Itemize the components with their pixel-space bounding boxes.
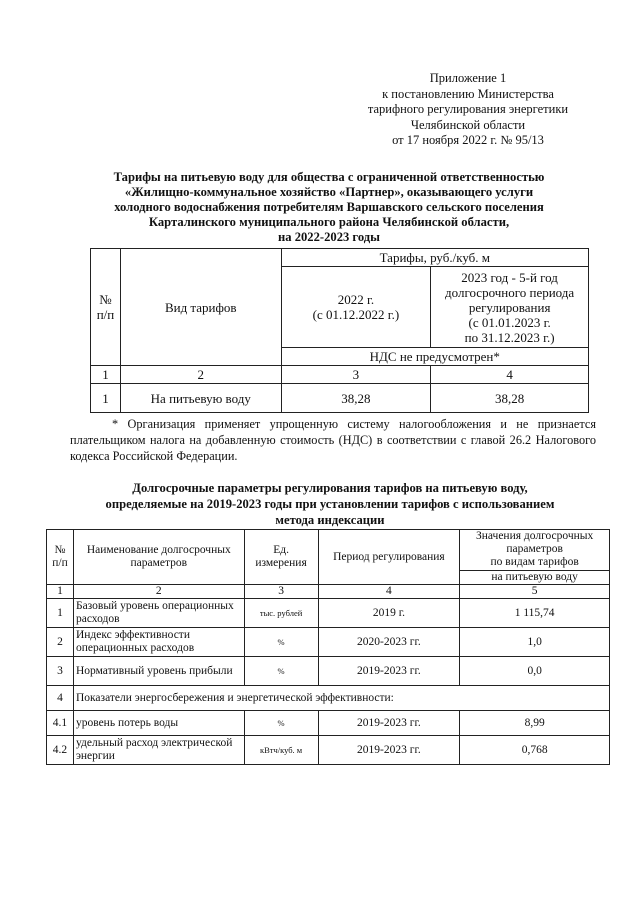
header-2022-period: (с 01.12.2022 г.): [312, 307, 400, 322]
footnote-text: * Организация применяет упрощенную систему налогообложения и не признается плательщиком налога на добавленную стоимость (НДС) в соответствии с главой 26.2 Налогового кодекса Российской Федерации.: [70, 417, 596, 463]
row-period: 2020-2023 гг.: [318, 628, 460, 657]
header-param-name: Наименование долгосрочных параметров: [73, 530, 244, 585]
header-2023: [431, 267, 589, 348]
header-values-line: параметров: [506, 543, 563, 556]
row-unit: %: [244, 711, 318, 736]
row-num: 2: [47, 628, 74, 657]
row-param-name: Базовый уровень операционных расходов: [73, 599, 244, 628]
vat-note: НДС не предусмотрен*: [281, 348, 588, 366]
header-values-line: по видам тарифов: [490, 556, 579, 569]
section-title: Показатели энергосбережения и энергетической эффективности:: [73, 686, 609, 711]
header-num: № п/п: [47, 530, 74, 585]
col-number: 2: [120, 366, 281, 384]
row-num: 4.2: [47, 736, 74, 765]
row-param-name: уровень потерь воды: [73, 711, 244, 736]
header-2023-line: по 31.12.2023 г.): [464, 329, 555, 345]
header-2022: [281, 267, 431, 348]
parameters-table: [46, 529, 610, 765]
title-line: метода индексации: [275, 513, 385, 527]
row-param-name: Индекс эффективности операционных расходов: [73, 628, 244, 657]
tariffs-table: [90, 248, 589, 413]
row-param-name: удельный расход электрической энергии: [73, 736, 244, 765]
col-number: 4: [318, 585, 460, 599]
header-tariff-type: Вид тарифов: [120, 249, 281, 366]
row-num: 3: [47, 657, 74, 686]
title-line: холодного водоснабжения потребителям Варшавского сельского поселения: [114, 200, 544, 214]
appendix-line: тарифного регулирования энергетики: [367, 102, 569, 116]
title-line: определяемые на 2019-2023 годы при установлении тарифов с использованием: [105, 497, 555, 511]
row-value-2023: 38,28: [431, 384, 589, 413]
col-number: 3: [244, 585, 318, 599]
row-unit: %: [244, 657, 318, 686]
title-line: Долгосрочные параметры регулирования тарифов на питьевую воду,: [132, 481, 528, 495]
title-line: «Жилищно-коммунальное хозяйство «Партнер», оказывающего услуги: [124, 185, 534, 199]
appendix-line: к постановлению Министерства: [382, 86, 554, 101]
header-2023-line: регулирования: [468, 299, 551, 315]
row-period: 2019 г.: [318, 599, 460, 628]
header-values: [460, 530, 610, 571]
row-value: 0,0: [460, 657, 610, 686]
col-number: 3: [281, 366, 431, 384]
header-2023-line: долгосрочного периода: [445, 284, 575, 300]
appendix-header: [352, 71, 584, 149]
header-values-line: Значения долгосрочных: [475, 530, 594, 543]
row-num: 4.1: [47, 711, 74, 736]
header-drinking-water: на питьевую воду: [460, 570, 610, 584]
row-value: 1 115,74: [460, 599, 610, 628]
row-value: 1,0: [460, 628, 610, 657]
row-period: 2019-2023 гг.: [318, 657, 460, 686]
appendix-line: от 17 ноября 2022 г. № 95/13: [392, 133, 544, 147]
header-2023-line: (с 01.01.2023 г.: [468, 314, 551, 330]
row-unit: кВтч/куб. м: [244, 736, 318, 765]
row-unit: %: [244, 628, 318, 657]
appendix-line: Челябинской области: [410, 117, 526, 132]
header-unit: [244, 530, 318, 585]
row-value: 8,99: [460, 711, 610, 736]
col-number: 4: [431, 366, 589, 384]
row-value-2022: 38,28: [281, 384, 431, 413]
col-number: 1: [91, 366, 121, 384]
row-period: 2019-2023 гг.: [318, 711, 460, 736]
tariffs-title: [72, 170, 586, 245]
row-value: 0,768: [460, 736, 610, 765]
footnote: [70, 416, 596, 464]
row-num: 1: [91, 384, 121, 413]
header-num: № п/п: [91, 249, 121, 366]
section-num: 4: [47, 686, 74, 711]
title-line: на 2022-2023 годы: [278, 230, 380, 244]
col-number: 1: [47, 585, 74, 599]
parameters-title: [60, 480, 600, 528]
row-param-name: Нормативный уровень прибыли: [73, 657, 244, 686]
row-num: 1: [47, 599, 74, 628]
header-2023-line: 2023 год - 5-й год: [461, 269, 558, 285]
row-unit: тыс. рублей: [244, 599, 318, 628]
header-unit-line: Ед.: [273, 544, 289, 556]
header-2022-year: 2022 г.: [337, 292, 375, 307]
title-line: Карталинского муниципального района Челябинской области,: [148, 215, 510, 229]
header-tariffs: Тарифы, руб./куб. м: [281, 249, 588, 267]
row-period: 2019-2023 гг.: [318, 736, 460, 765]
row-tariff-type: На питьевую воду: [120, 384, 281, 413]
col-number: 5: [460, 585, 610, 599]
title-line: Тарифы на питьевую воду для общества с ограниченной ответственностью: [113, 170, 545, 184]
header-unit-line: измерения: [255, 557, 307, 569]
col-number: 2: [73, 585, 244, 599]
header-period: Период регулирования: [318, 530, 460, 585]
appendix-line: Приложение 1: [429, 71, 507, 85]
